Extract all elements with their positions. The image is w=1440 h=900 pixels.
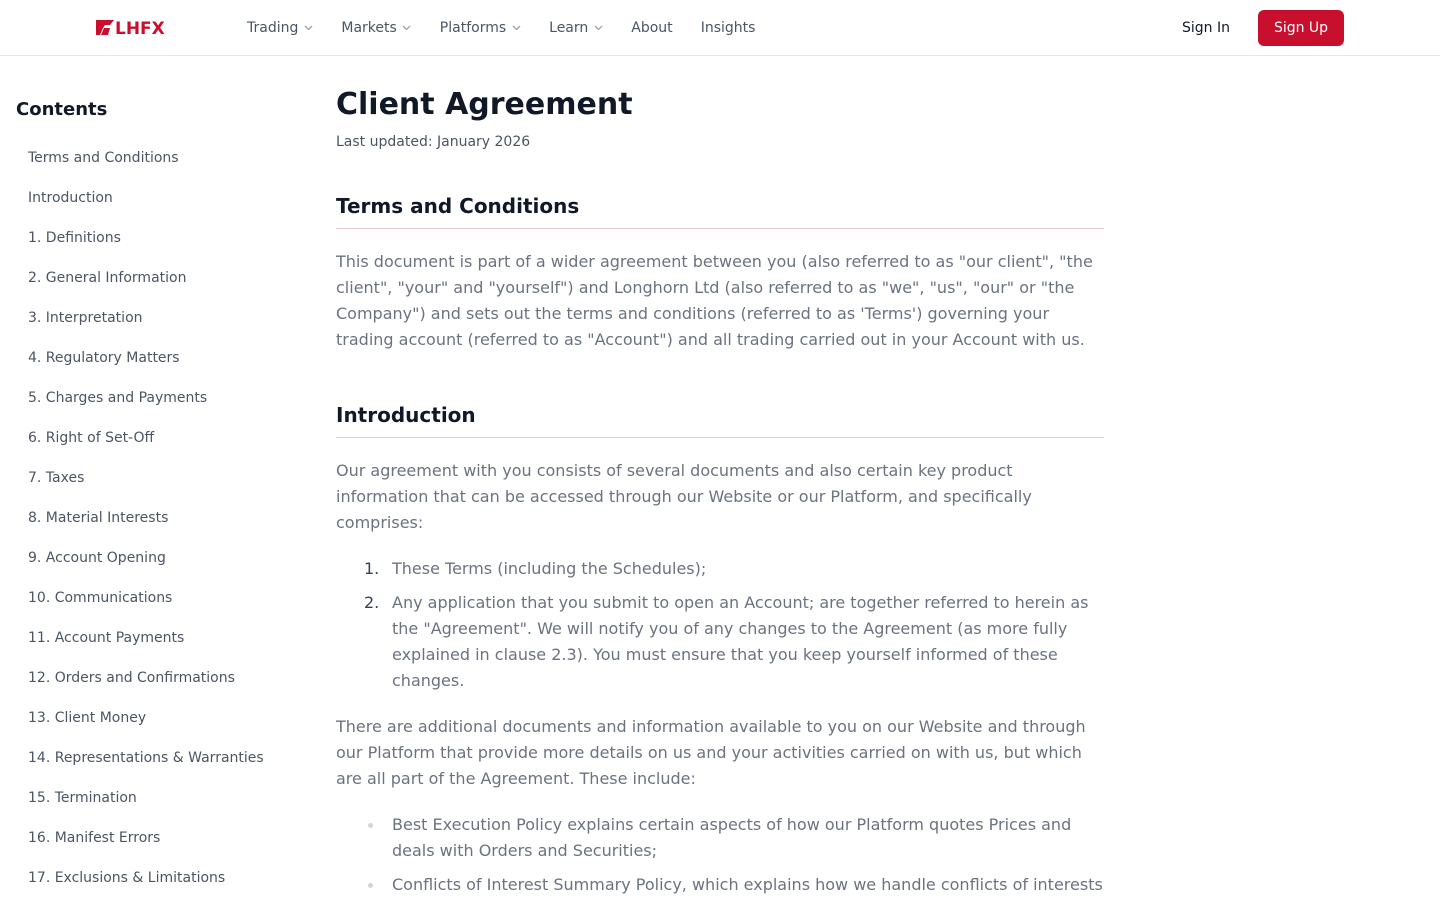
contents-sidebar	[0, 57, 300, 900]
section-heading-introduction: Introduction	[336, 403, 1104, 438]
nav-label: About	[631, 20, 673, 36]
toc-item-interpretation[interactable]: 3. Interpretation	[28, 310, 143, 326]
list-item	[336, 556, 1104, 582]
nav-item-trading[interactable]	[233, 0, 327, 56]
last-updated: Last updated: January 2026	[336, 134, 531, 150]
toc-item-material-interests[interactable]: 8. Material Interests	[28, 510, 169, 526]
terms-paragraph: This document is part of a wider agreement between you (also referred to as "our client", "the client", "your" and "yourself") and Longhorn Ltd (also referred to as "we", "us", "our" or "the Company") and sets out the terms and conditions (referred to as 'Terms') governing your trading account (referred to as "Account") and all trading carried out in your Account with us.	[336, 252, 1093, 349]
section-heading-terms: Terms and Conditions	[336, 194, 1104, 229]
nav-label: Trading	[247, 20, 299, 36]
toc-item-terms[interactable]: Terms and Conditions	[28, 150, 179, 166]
nav-item-platforms[interactable]	[426, 0, 535, 56]
toc-item-introduction[interactable]: Introduction	[28, 190, 113, 206]
list-item-text: Any application that you submit to open an Account; are together referred to herein as the "Agreement". We will notify you of any changes to the Agreement (as more fully explained in clause 2.3). You must ensure that you keep yourself informed of these changes.	[392, 593, 1089, 690]
chevron-down-icon	[303, 23, 313, 33]
chevron-down-icon	[402, 23, 412, 33]
toc-item-representations-warranties[interactable]: 14. Representations & Warranties	[28, 750, 264, 766]
list-item-text: These Terms (including the Schedules);	[392, 559, 707, 578]
toc-item-account-payments[interactable]: 11. Account Payments	[28, 630, 185, 646]
nav-item-insights[interactable]	[687, 0, 770, 56]
sign-up-button[interactable]: Sign Up	[1258, 10, 1344, 46]
toc-item-general-information[interactable]: 2. General Information	[28, 270, 187, 286]
additional-documents-list	[336, 812, 1104, 900]
toc-item-termination[interactable]: 15. Termination	[28, 790, 137, 806]
toc-list	[28, 147, 264, 900]
toc-item-exclusions-limitations[interactable]: 17. Exclusions & Limitations	[28, 870, 226, 886]
lhfx-logo[interactable]	[96, 20, 194, 35]
bullet-icon	[368, 883, 373, 888]
sign-in-link[interactable]: Sign In	[1182, 20, 1230, 36]
intro-paragraph-2: There are additional documents and information available to you on our Website and through our Platform that provide more details on us and your activities carried on with us, but which are all part of the Agreement. These include:	[336, 717, 1086, 788]
chevron-down-icon	[593, 23, 603, 33]
nav-item-markets[interactable]	[327, 0, 425, 56]
nav-item-learn[interactable]	[535, 0, 617, 56]
main-nav	[233, 0, 769, 56]
toc-item-manifest-errors[interactable]: 16. Manifest Errors	[28, 830, 161, 846]
toc-item-charges-payments[interactable]: 5. Charges and Payments	[28, 390, 208, 406]
chevron-down-icon	[511, 23, 521, 33]
agreement-documents-list	[336, 556, 1104, 702]
toc-item-regulatory-matters[interactable]: 4. Regulatory Matters	[28, 350, 180, 366]
bullet-icon	[368, 823, 373, 828]
nav-label: Learn	[549, 20, 589, 36]
nav-item-about[interactable]	[617, 0, 686, 56]
top-navbar	[0, 0, 1440, 56]
svg-text:LHFX: LHFX	[115, 20, 165, 35]
toc-item-definitions[interactable]: 1. Definitions	[28, 230, 121, 246]
list-number: 1.	[364, 559, 380, 578]
page-title: Client Agreement	[336, 87, 633, 122]
logo-mark-icon	[96, 20, 194, 35]
nav-label: Insights	[700, 20, 756, 36]
list-item	[336, 590, 1104, 694]
list-item	[336, 812, 1104, 864]
toc-item-client-money[interactable]: 13. Client Money	[28, 710, 147, 726]
list-item-text: Conflicts of Interest Summary Policy, which explains how we handle conflicts of interests	[392, 875, 1103, 894]
intro-paragraph: Our agreement with you consists of several documents and also certain key product information that can be accessed through our Website or our Platform, and specifically comprises:	[336, 461, 1032, 532]
toc-item-communications[interactable]: 10. Communications	[28, 590, 173, 606]
sidebar-title: Contents	[16, 99, 108, 120]
toc-item-account-opening[interactable]: 9. Account Opening	[28, 550, 166, 566]
list-number: 2.	[364, 593, 380, 612]
list-item	[336, 872, 1104, 898]
toc-item-taxes[interactable]: 7. Taxes	[28, 470, 85, 486]
nav-label: Markets	[341, 20, 397, 36]
list-item-text: Best Execution Policy explains certain aspects of how our Platform quotes Prices and deals with Orders and Securities;	[392, 815, 1072, 860]
nav-label: Platforms	[439, 20, 507, 36]
toc-item-right-of-set-off[interactable]: 6. Right of Set-Off	[28, 430, 155, 446]
toc-item-orders-confirmations[interactable]: 12. Orders and Confirmations	[28, 670, 235, 686]
